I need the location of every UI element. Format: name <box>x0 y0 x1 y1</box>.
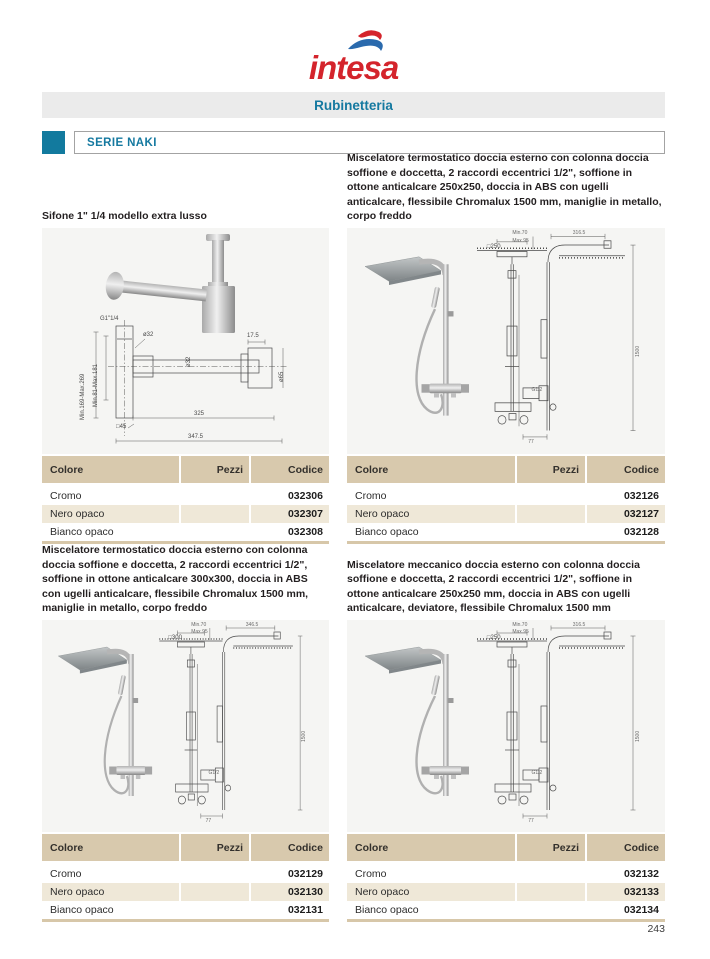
product-drawing <box>347 620 665 832</box>
brand-logo <box>42 0 665 84</box>
col-pezzi: Pezzi <box>517 456 585 483</box>
cell-pezzi <box>181 883 249 901</box>
col-codice: Codice <box>587 834 665 861</box>
dim-label: ø32 <box>186 356 192 367</box>
col-pezzi: Pezzi <box>517 834 585 861</box>
dim-label: 77 <box>528 818 534 825</box>
product-table <box>42 834 329 922</box>
table-row <box>347 883 665 901</box>
product-card <box>42 544 329 922</box>
cell-colore: Bianco opaco <box>355 904 419 916</box>
cell-codice: 032131 <box>287 904 323 916</box>
cell-colore: Cromo <box>355 868 387 880</box>
cell-codice: 032130 <box>251 883 329 901</box>
dim-label: Max.95 <box>512 629 529 636</box>
page-number: 243 <box>647 923 665 935</box>
table-header-row <box>42 456 329 483</box>
section-band <box>42 92 665 118</box>
table-row <box>42 901 329 919</box>
cell-colore: Cromo <box>50 868 82 880</box>
cell-pezzi <box>517 901 585 919</box>
dim-label: □250 <box>486 634 501 641</box>
cell-codice: 032134 <box>623 904 659 916</box>
table-row <box>42 505 329 523</box>
dim-label: 316.5 <box>572 622 586 629</box>
dim-label: ø32 <box>143 332 154 338</box>
table-row <box>347 523 665 541</box>
product-table <box>347 456 665 544</box>
table-row <box>42 883 329 901</box>
table-row <box>42 865 329 883</box>
product-drawing <box>347 228 665 454</box>
dim-label: 346.5 <box>245 622 259 629</box>
cell-codice: 032126 <box>623 490 659 502</box>
logo-swoosh-icon <box>346 28 388 54</box>
cell-codice: 032128 <box>623 526 659 538</box>
product-grid <box>42 152 665 922</box>
cell-pezzi <box>517 505 585 523</box>
product-description: Miscelatore meccanico doccia esterno con colonna doccia soffione e doccetta, 2 raccordi eccentrici 1/2", soffione in ottone anticalcare 250x250 mm, doccia in ABS con ugelli anticalcare, deviatore, flessibile Chromalux 1500 mm <box>347 558 640 615</box>
cell-pezzi <box>517 487 585 505</box>
cell-codice: 032127 <box>587 505 665 523</box>
dim-label: ø65 <box>279 371 285 382</box>
shower-technical-drawing <box>347 620 665 832</box>
product-drawing <box>42 228 329 454</box>
cell-colore: Cromo <box>50 490 82 502</box>
catalog-page <box>42 0 665 922</box>
cell-codice: 032129 <box>287 868 323 880</box>
cell-pezzi <box>517 523 585 541</box>
cell-codice: 032308 <box>287 526 323 538</box>
cell-pezzi <box>181 505 249 523</box>
cell-pezzi <box>181 865 249 883</box>
cell-codice: 032133 <box>587 883 665 901</box>
cell-codice: 032132 <box>623 868 659 880</box>
product-description: Miscelatore termostatico doccia esterno con colonna doccia soffione e doccetta, 2 raccordi eccentrici 1/2", soffione in ottone anticalcare 300x300, doccia in ABS con ugelli anticalcare, flessibile Chromalux 1500 mm, maniglie in metallo, corpo freddo <box>42 544 309 615</box>
table-header-row <box>42 834 329 861</box>
dim-label: G1/2 <box>208 769 220 776</box>
dim-label: 17.5 <box>247 333 259 339</box>
cell-colore: Bianco opaco <box>50 526 114 538</box>
shower-technical-drawing <box>42 620 329 832</box>
dim-label: □250 <box>486 243 501 250</box>
col-colore: Colore <box>42 834 179 861</box>
table-row <box>347 505 665 523</box>
product-card <box>347 152 665 544</box>
table-row <box>42 523 329 541</box>
cell-pezzi <box>181 901 249 919</box>
dim-label: G1"1/4 <box>100 316 119 322</box>
dim-label: □45 <box>116 424 127 430</box>
dim-label: 316.5 <box>572 230 586 237</box>
brand-name: intesa <box>308 49 399 86</box>
product-description: Sifone 1" 1/4 modello extra lusso <box>42 210 207 223</box>
dim-label: 1500 <box>301 730 308 742</box>
dim-label: 77 <box>205 818 212 825</box>
dim-label: 77 <box>528 439 534 446</box>
dim-label: G1/2 <box>531 769 543 776</box>
dim-label: 1500 <box>635 730 642 742</box>
dim-label: Min.70 <box>512 622 528 629</box>
product-card <box>347 552 665 922</box>
cell-pezzi <box>517 883 585 901</box>
series-title: SERIE NAKI <box>87 136 157 149</box>
dim-label: Max.95 <box>191 629 208 636</box>
table-row <box>347 865 665 883</box>
dim-label: □300 <box>168 634 182 641</box>
dim-label: Max.95 <box>512 237 529 244</box>
dim-label: Min.169-Max.269 <box>80 373 86 420</box>
product-card <box>42 160 329 544</box>
siphon-technical-drawing <box>42 228 329 454</box>
col-pezzi: Pezzi <box>181 456 249 483</box>
dim-label: Min.70 <box>512 230 528 237</box>
product-table <box>42 456 329 544</box>
shower-technical-drawing <box>347 228 665 454</box>
col-pezzi: Pezzi <box>181 834 249 861</box>
product-description: Miscelatore termostatico doccia esterno con colonna doccia soffione e doccetta, 2 raccordi eccentrici 1/2", soffione in ottone anticalcare 250x250, doccia in ABS con ugelli anticalcare, flessibile Chromalux 1500 mm, maniglie in metallo, corpo freddo <box>347 152 662 223</box>
cell-pezzi <box>181 523 249 541</box>
table-row <box>42 487 329 505</box>
dim-label: Min.70 <box>191 622 207 629</box>
series-marker-square <box>42 131 65 154</box>
product-drawing <box>42 620 329 832</box>
cell-colore: Bianco opaco <box>355 526 419 538</box>
cell-pezzi <box>517 865 585 883</box>
cell-colore: Nero opaco <box>347 883 515 901</box>
section-title: Rubinetteria <box>314 97 393 113</box>
dim-label: Min.81-Max.181 <box>93 363 99 407</box>
dim-label: 1500 <box>635 346 642 358</box>
cell-pezzi <box>181 487 249 505</box>
dim-label: G1/2 <box>531 387 543 394</box>
col-colore: Colore <box>347 834 515 861</box>
dim-label: 347.5 <box>188 434 204 440</box>
table-row <box>347 487 665 505</box>
dim-label: 325 <box>194 411 205 417</box>
cell-colore: Nero opaco <box>42 883 179 901</box>
col-colore: Colore <box>42 456 179 483</box>
table-header-row <box>347 456 665 483</box>
table-header-row <box>347 834 665 861</box>
cell-colore: Cromo <box>355 490 387 502</box>
col-colore: Colore <box>347 456 515 483</box>
table-row <box>347 901 665 919</box>
col-codice: Codice <box>251 834 329 861</box>
cell-colore: Nero opaco <box>347 505 515 523</box>
cell-codice: 032306 <box>287 490 323 502</box>
cell-colore: Nero opaco <box>42 505 179 523</box>
col-codice: Codice <box>587 456 665 483</box>
cell-colore: Bianco opaco <box>50 904 114 916</box>
col-codice: Codice <box>251 456 329 483</box>
product-table <box>347 834 665 922</box>
cell-codice: 032307 <box>251 505 329 523</box>
